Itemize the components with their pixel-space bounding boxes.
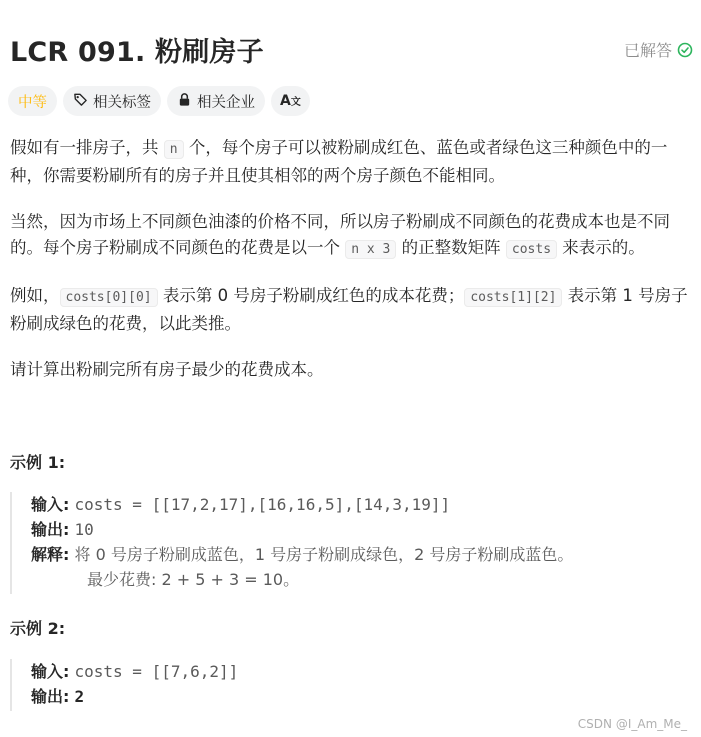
- related-tags-label: 相关标签: [93, 94, 151, 111]
- code-costs-00: costs[0][0]: [60, 288, 158, 307]
- tag-icon: [73, 92, 88, 111]
- related-companies-button[interactable]: [167, 86, 265, 116]
- explain-label: 解释:: [31, 545, 70, 564]
- solved-status: [624, 38, 693, 61]
- example-1-block: [10, 492, 573, 594]
- code-costs: costs: [506, 240, 557, 259]
- text: 来表示的。: [557, 238, 645, 257]
- text: 个，每个房子可以被粉刷成红色、蓝色或者绿色这三种颜色中的一种，你需要粉刷所有的房子并且使其相邻的两个房子颜色不能相同。: [10, 138, 668, 185]
- related-companies-label: 相关企业: [197, 94, 255, 111]
- example-1-explain: [31, 542, 573, 567]
- example-2-output: [31, 684, 238, 709]
- tag-bar: [8, 86, 310, 116]
- description-paragraph-2: [10, 209, 690, 263]
- input-label: 输入:: [31, 495, 70, 514]
- input-value: costs = [[17,2,17],[16,16,5],[14,3,19]]: [74, 495, 451, 514]
- problem-header: [10, 30, 693, 70]
- example-1-input: [31, 492, 573, 517]
- explain-line-2: 最少花费: 2 + 5 + 3 = 10。: [87, 570, 300, 589]
- output-label: 输出:: [31, 687, 70, 706]
- code-matrix-size: n x 3: [345, 240, 396, 259]
- example-1-output: [31, 517, 573, 542]
- text: 表示第 1 号房子粉刷成绿色的花费，以此类推。: [10, 286, 688, 333]
- text: 的正整数矩阵: [396, 238, 506, 257]
- description-paragraph-4: 请计算出粉刷完所有房子最少的花费成本。: [10, 360, 324, 379]
- output-value: 2: [74, 687, 85, 706]
- input-value: costs = [[7,6,2]]: [74, 662, 239, 681]
- text: 表示第 0 号房子粉刷成红色的成本花费；: [157, 286, 465, 305]
- lock-icon: [177, 92, 192, 111]
- problem-title: LCR 091. 粉刷房子: [10, 37, 264, 68]
- description-paragraph-1: [10, 135, 690, 189]
- example-1-explain-cont: [31, 567, 573, 592]
- translate-button[interactable]: [271, 86, 310, 116]
- output-label: 输出:: [31, 520, 70, 539]
- example-2-block: [10, 659, 238, 711]
- code-costs-12: costs[1][2]: [464, 288, 562, 307]
- output-value: 10: [74, 520, 94, 539]
- check-circle-icon: [677, 42, 693, 58]
- watermark: CSDN @I_Am_Me_: [577, 717, 687, 731]
- text: 当然，因为市场上不同颜色油漆的价格不同，所以房子粉刷成不同颜色的花费成本也是不同的。每个房子粉刷成不同颜色的花费是以一个: [10, 212, 670, 257]
- related-tags-button[interactable]: [63, 86, 161, 116]
- problem-description: [10, 135, 690, 403]
- text: 例如，: [10, 286, 60, 305]
- text: 假如有一排房子，共: [10, 138, 164, 157]
- description-paragraph-3: [10, 283, 690, 337]
- example-1-title: 示例 1:: [10, 453, 66, 472]
- code-n: n: [164, 140, 184, 159]
- example-2-title: 示例 2:: [10, 619, 66, 638]
- example-2-input: [31, 659, 238, 684]
- translate-icon: A文: [280, 93, 301, 109]
- explain-line-1: 将 0 号房子粉刷成蓝色，1 号房子粉刷成绿色，2 号房子粉刷成蓝色。: [74, 545, 574, 564]
- input-label: 输入:: [31, 662, 70, 681]
- difficulty-badge: 中等: [8, 86, 57, 116]
- solved-label: 已解答: [623, 41, 672, 60]
